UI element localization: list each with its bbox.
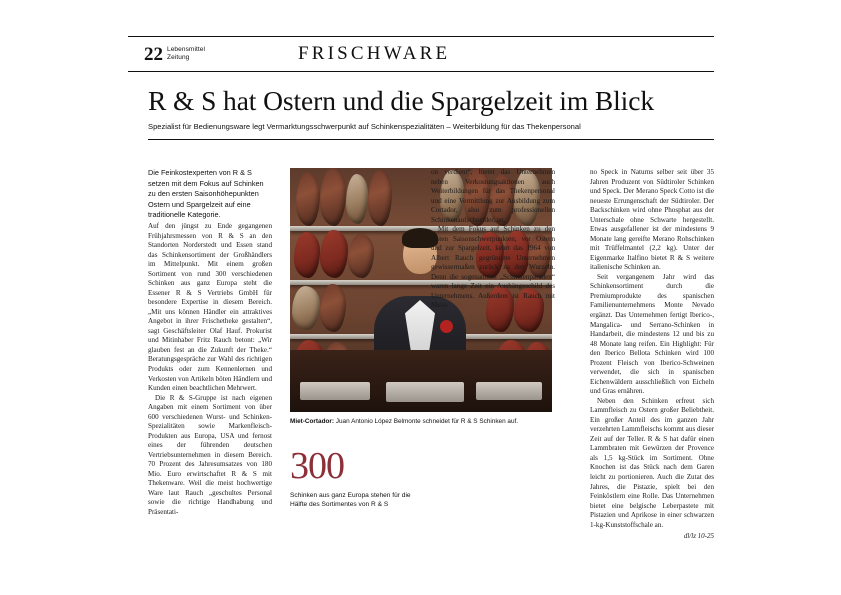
pullquote-number: 300 [290, 445, 344, 487]
publication-name: Lebensmittel Zeitung [167, 45, 206, 61]
masthead [128, 36, 714, 72]
paragraph: Mit dem Fokus auf Schinken zu den ersten Saisonschwerpunkten, vor Ostern und zur Spargelzeit, kehrt das 1964 von Albert Rauch gegründete Unternehmen gewissermaßen zurück zu den Wurzeln. Denn die sogenannten „Schinkenparaden“ waren lange Zeit ein Aushängeschild des Unternehmens. Außerdem ist Rauch mit Mera- [431, 225, 555, 310]
page-number: 22 [144, 43, 163, 65]
caption-text: Juan Antonio López Belmonte schneidet für R & S Schinken auf. [334, 418, 519, 425]
counter [290, 350, 552, 412]
tray [476, 382, 542, 400]
paragraph: on verdient“, bietet das Unternehmen neben Verkostungsaktionen auch Weiterbildungen für das Thekenpersonal und eine Vermittlung zur Ausbildung zum Cortador, also zum professionellen Schinkenaufschneider, an. [431, 168, 555, 224]
article-lead: Die Feinkostexperten von R & S setzen mit dem Fokus auf Schinken zu den ersten Saisonhöhepunkten Ostern und Spargelzeit auf eine traditionelle Kategorie. [148, 168, 264, 219]
logo-badge [440, 320, 453, 333]
paragraph: Seit vergangenem Jahr wird das Schinkensortiment durch die Premiumprodukte des spanischen Familienunternehmens Monte Nevado ergänzt. Das Unternehmen fertigt Iberico-, Mangalica- und Serrano-Schinken in Handarbeit, die mindestens 12 und bis zu 48 Monate lang reifen. Ein Highlight: Für den Iberico Bellota Schinken wird 100 Prozent Fleisch von Iberico-Schweinen verwendet, die sich in spanischen Eichenwäldern ausschließlich von Eicheln und Gras ernähren. [590, 272, 714, 396]
article-subhead: Spezialist für Bedienungsware legt Vermarktungsschwerpunkt auf Schinkenspezialitäten – Weiterbildung für das Thekenpersonal [148, 122, 581, 131]
paragraph: Die R & S-Gruppe ist nach eigenen Angaben mit einem Sortiment von über 600 verschiedenen Wurst- und Schinken-Spezialitäten sowie Markenfleisch-Produkten aus Europa, USA und fernost eines der führenden deutschen Vertriebsunternehmen in diesem Bereich. 70 Prozent des Jahresumsatzes von 180 Mio. Euro erwirtschaftet R & S mit Thekenware. Weil die meist hochwertige Ware laut Rauch „geschultes Personal sowie die richtige Handhabung und Präsentati- [148, 393, 272, 516]
article-signature: dl/lz 10-25 [683, 532, 714, 541]
pullquote [290, 447, 414, 509]
paragraph: Auf den jüngst zu Ende gegangenen Frühjahrsmessen von R & S an den Standorten Norderstedt und Essen stand das Schinkensortiment der Großhändlers im Mittelpunkt. Mit einem großen Sortiment von rund 300 verschiedenen Schinken aus ganz Europa steht die Essener R & S Vertriebs GmbH für besondere Expertise in diesem Bereich. „Mit uns können Händler ein attraktives Angebot in ihrer Frischetheke gestalten“, sagt Geschäftsleiter Olaf Hauf. Prokurist und Mitinhaber Fritz Rauch betont: „Wir glauben fest an die Zukunft der Theke.“ Beratungsgespräche zur Wahl des richtigen Produkts oder zum Kennenlernen und Verkosten von Artikeln böten Händlern und Kunden einen beachtlichen Mehrwert. [148, 222, 272, 393]
pullquote-text: Schinken aus ganz Europa stehen für die Hälfte des Sortimentes von R & S [290, 492, 411, 509]
tray [300, 382, 370, 400]
photo-caption [290, 418, 552, 426]
section-title: FRISCHWARE [298, 43, 451, 64]
article-column-2 [431, 168, 555, 311]
article-column-3 [590, 168, 714, 542]
article-column-1 [148, 222, 272, 517]
paragraph: Neben den Schinken erfreut sich Lammfleisch zu Ostern großer Beliebtheit. Ein großer Anteil des im ganzen Jahr verzehrten Lammfleischs kommt aus dieser Zeit auf der Teller. R & S hat dafür einen Lammbraten mit Gewürzen der Provence als 1,5 kg-Stück im Sortiment. Ohne Knochen ist das Stück nach dem Garen leicht zu portionieren. Auch die Zutat des Jahres, die Pistazie, spielt bei den Feinköstlern eine Rolle. Das Unternehmen bietet eine belgische Leberpastete mit Pistazien und Aprikose in einer schwarzen 1-kg-Kunststoffschale an. [590, 396, 714, 529]
headline-divider [148, 139, 714, 140]
tray [386, 382, 464, 402]
paragraph: no Speck in Naturns selber seit über 35 Jahren Produzent von Südtiroler Schinken und Speck. Der Merano Speck Cotto ist die neueste Errungenschaft der Südtiroler. Der Backschinken wird ohne Phosphat aus der Unterschale ohne Schwarte hergestellt. Etwas ausgefallener ist der mindestens 9 Monate lang gereifte Merano Rohschinken mit Trüffelmantel (2,2 kg). Unter der Eigenmarke Italfino bietet R & S weitere italienische Schinken an. [590, 168, 714, 272]
folio [128, 45, 288, 64]
caption-lead: Miet-Cortador: [290, 418, 335, 425]
article-headline: R & S hat Ostern und die Spargelzeit im Blick [148, 85, 654, 116]
